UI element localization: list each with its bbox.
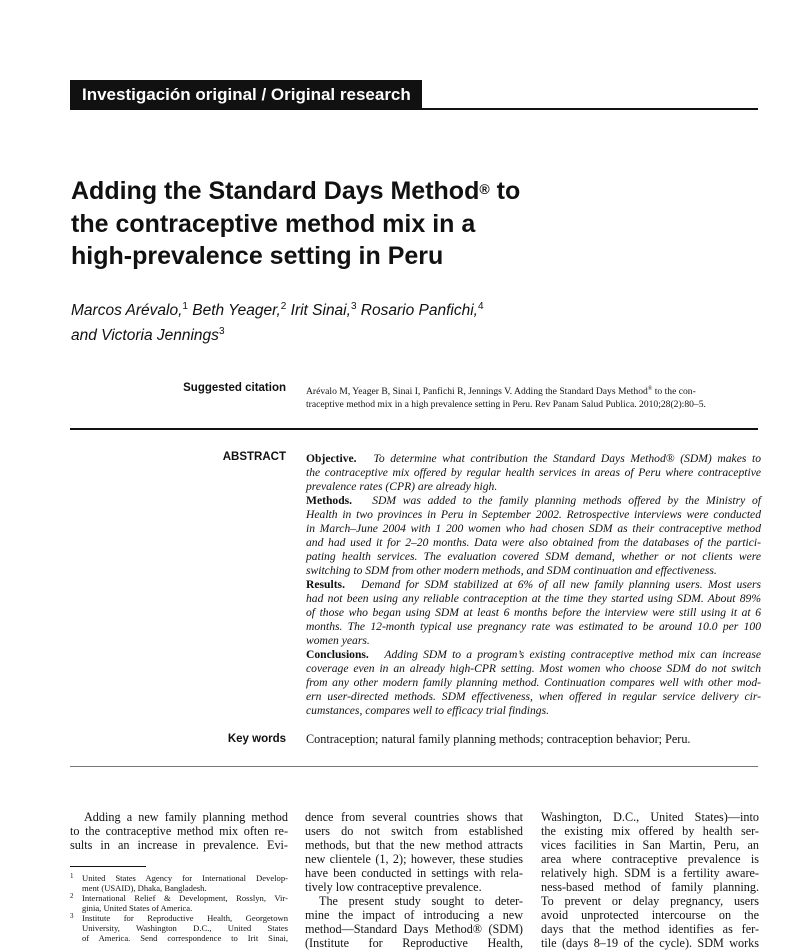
- body-column-3: Washington, D.C., United States)—into the existing mix offered by health ser- vices facilities in San Martin, Peru, an area where contraceptive prevalence is relatively high. SDM is a fertility aware- ness-based method of family planning. To prevent or delay pregnancy, users avoid unprotected intercourse on the days that the method identifies as fer- tile (days 8–19 of the cycle). SDM works: [541, 810, 759, 950]
- title-line-2: the contraceptive method mix in a: [71, 209, 476, 238]
- body-rule: [70, 766, 758, 767]
- body-column-1: Adding a new family planning method to the contraceptive method mix often re- sults in an increase in prevalence. Evi-: [70, 810, 288, 852]
- article-title: [71, 175, 631, 273]
- citation-label: Suggested citation: [183, 382, 286, 394]
- header-rule: [422, 108, 758, 110]
- title-line-3: high-prevalence setting in Peru: [71, 242, 444, 270]
- abstract-label: ABSTRACT: [222, 451, 286, 463]
- footnotes: [70, 873, 288, 943]
- authors-line-1: Marcos Arévalo,$^1$ Beth Yeager,$^2$ Irit Sinai,$^3$ Rosario Panfichi,$^4$: [71, 301, 484, 320]
- keywords-text: Contraception; natural family planning methods; contraception behavior; Peru.: [306, 732, 691, 746]
- footnote: 2 International Relief & Development, Rosslyn, Vir- ginia, United States of America.: [70, 892, 288, 913]
- abstract-methods: Methods. SDM was added to the family planning methods offered by the Ministry of: [306, 494, 761, 507]
- footnote-rule: [70, 866, 146, 867]
- abstract-conclusions: Conclusions. Adding SDM to a program’s existing contraceptive method mix can increase: [306, 648, 761, 661]
- keywords-label: Key words: [227, 733, 286, 745]
- abstract-objective: Objective. To determine what contribution the Standard Days Method® (SDM) makes to: [306, 452, 762, 465]
- section-header: Investigación original / Original research: [70, 80, 422, 110]
- abstract-rule: [70, 428, 758, 430]
- abstract-body: Objective. To determine what contribution the Standard Days Method® (SDM) makes to the contraceptive mix offered by regular health services in areas of Peru where contraceptive prevalence rates (CPR) are already high. Methods. SDM was added to the family planning methods offered by the Ministry of Health in two provinces in Peru in September 2002. Retrospective interviews were conducted in March–June 2004 with 1 200 women who had chosen SDM as their contraceptive method and had used it for 2–20 months. Data were also obtained from the databases of the partici- pating health services. The evaluation covered SDM demand, whether or not clients were switching to SDM from other modern methods, and SDM continuation and effectiveness. Results. Demand for SDM stabilized at 6% of all new family planning users. Most users had not been using any reliable contraception at the time they started using SDM. About 89% of those who began using SDM at least 6 months before the interview were still using it at 6 months. The 12-month typical use pregnancy rate was estimated to be around 10.0 per 100 women years. Conclusions. Adding SDM to a program’s existing contraceptive method mix can increase coverage even in an already high-CPR setting. Most women who choose SDM do not switch from any other modern family planning method. Continuation compares well with other mod- ern user-directed methods. SDM effectiveness, when offered in regular service delivery cir- cumstances, compares well to efficacy trial findings.: [306, 452, 762, 717]
- author-list: [71, 296, 631, 346]
- authors-line-2: and Victoria Jennings$^3$: [71, 326, 225, 345]
- footnote: 1 United States Agency for International Develop- ment (USAID), Dhaka, Bangladesh.: [70, 872, 288, 893]
- abstract-results: Results. Demand for SDM stabilized at 6% of all new family planning users. Most users: [306, 578, 761, 591]
- footnote: 3 Institute for Reproductive Health, Georgetown University, Washington D.C., United States of America. Send correspondence to Irit Sinai,: [70, 912, 288, 943]
- body-column-2: dence from several countries shows that users do not switch from established methods, but that the new method attracts new clientele (1, 2); however, these studies have been conducted in settings with rela- tively low contraceptive prevalence. The present study sought to deter- mine the impact of introducing a new method—Standard Days Method® (SDM) (Institute for Reproductive Health,: [305, 810, 523, 950]
- title-line-1: Adding the Standard Days Method® to: [71, 177, 521, 205]
- suggested-citation: Arévalo M, Yeager B, Sinai I, Panfichi R, Jennings V. Adding the Standard Days Method® to the con- traceptive method mix in a high prevalence setting in Peru. Rev Panam Salud Publica. 2010;28(2):80–5.: [306, 386, 706, 410]
